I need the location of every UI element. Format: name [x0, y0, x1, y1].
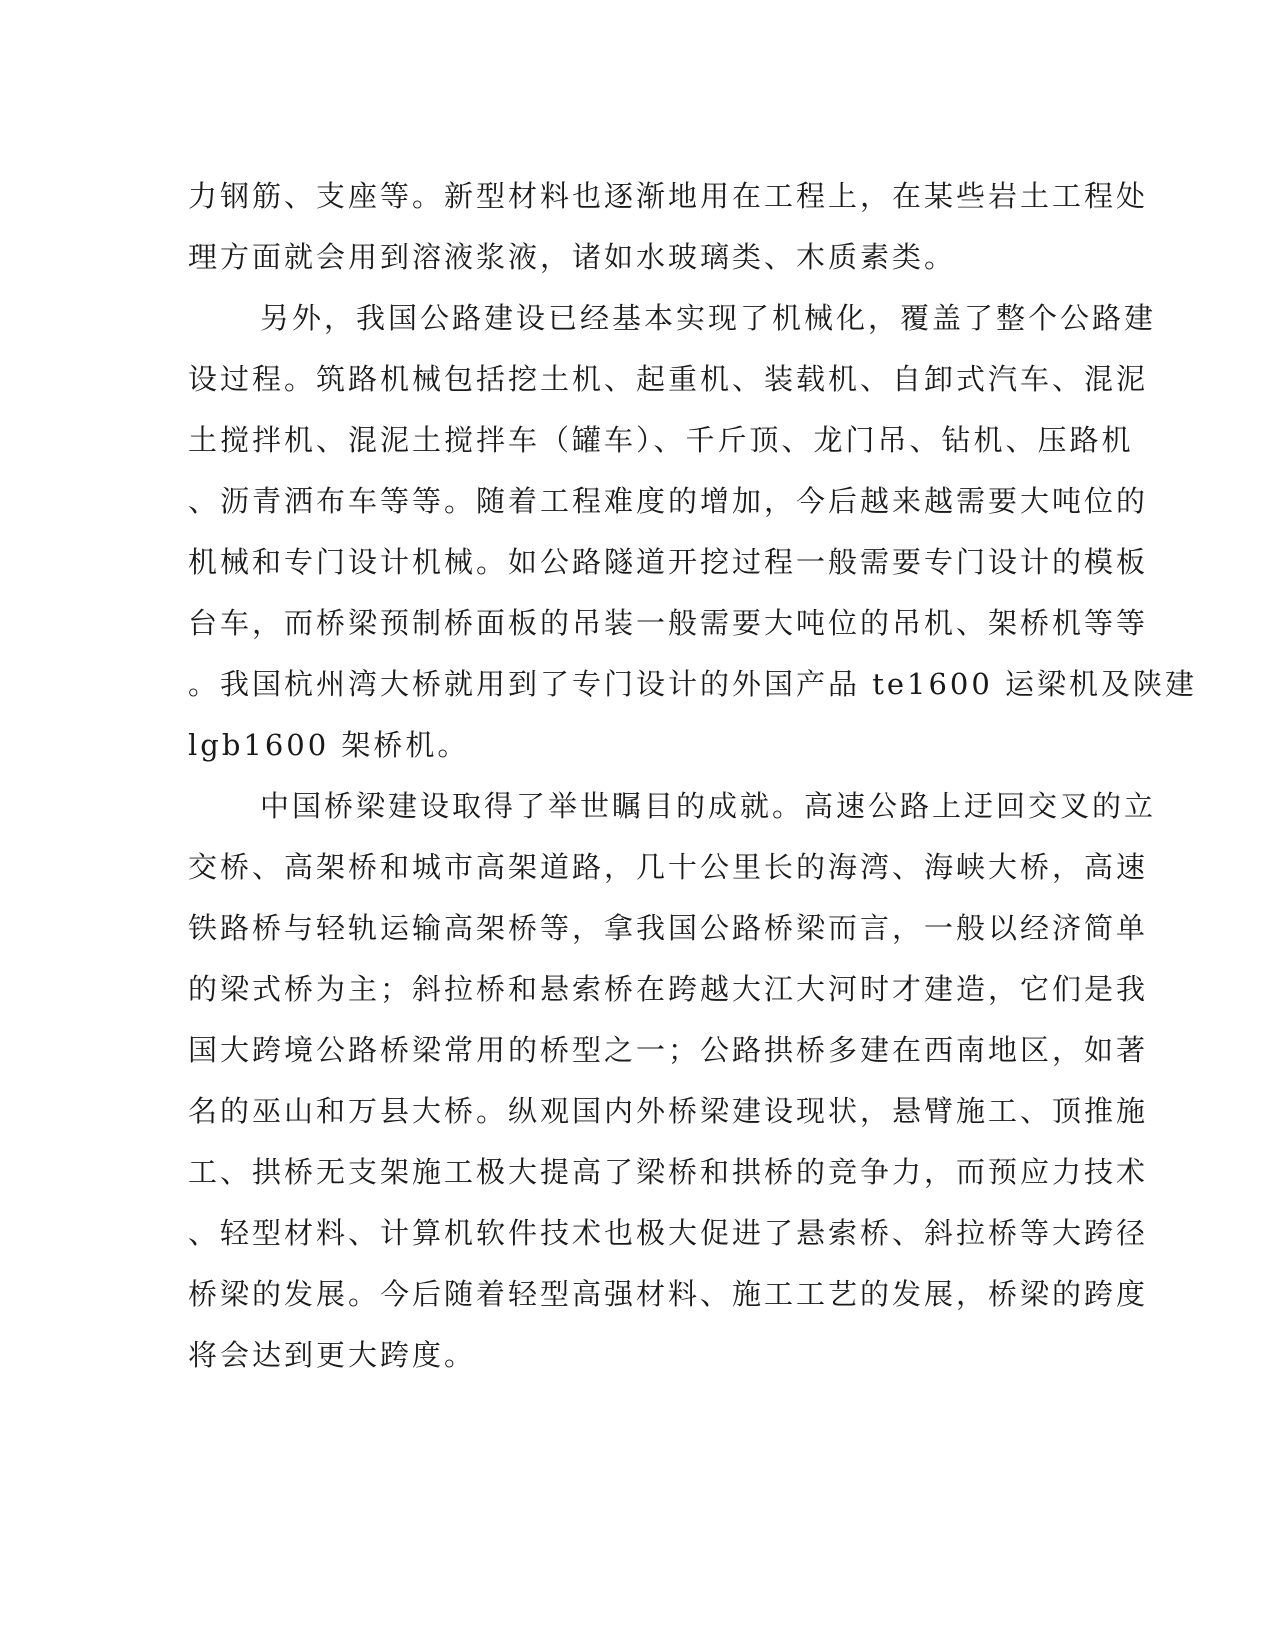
body-text [188, 166, 1198, 1386]
text-line: 铁路桥与轻轨运输高架桥等，拿我国公路桥梁而言，一般以经济简单 [188, 911, 1149, 945]
text-line: 、沥青洒布车等等。随着工程难度的增加，今后越来越需要大吨位的 [188, 484, 1149, 518]
text-line: 理方面就会用到溶液浆液，诸如水玻璃类、木质素类。 [188, 240, 957, 274]
text-line: 的梁式桥为主；斜拉桥和悬索桥在跨越大江大河时才建造，它们是我 [188, 972, 1149, 1006]
text-line: 工、拱桥无支架施工极大提高了梁桥和拱桥的竞争力，而预应力技术 [188, 1155, 1149, 1189]
text-line: 桥梁的发展。今后随着轻型高强材料、施工工艺的发展，桥梁的跨度 [188, 1277, 1149, 1311]
text-line: 中国桥梁建设取得了举世瞩目的成就。高速公路上迂回交叉的立 [260, 789, 1157, 823]
text-line: lgb1600 架桥机。 [188, 728, 470, 762]
text-line: 。我国杭州湾大桥就用到了专门设计的外国产品 te1600 运梁机及陕建 [188, 667, 1198, 701]
paragraph-materials [188, 166, 1149, 288]
text-line: 交桥、高架桥和城市高架道路，几十公里长的海湾、海峡大桥，高速 [188, 850, 1149, 884]
text-line: 力钢筋、支座等。新型材料也逐渐地用在工程上，在某些岩土工程处 [188, 179, 1149, 213]
text-line: 土搅拌机、混泥土搅拌车（罐车）、千斤顶、龙门吊、钻机、压路机 [188, 423, 1134, 457]
text-line: 将会达到更大跨度。 [188, 1338, 477, 1372]
text-line: 设过程。筑路机械包括挖土机、起重机、装载机、自卸式汽车、混泥 [188, 362, 1149, 396]
text-line: 另外，我国公路建设已经基本实现了机械化，覆盖了整个公路建 [260, 301, 1157, 335]
paragraph-machinery [188, 288, 1198, 776]
text-line: 、轻型材料、计算机软件技术也极大促进了悬索桥、斜拉桥等大跨径 [188, 1216, 1149, 1250]
text-line: 名的巫山和万县大桥。纵观国内外桥梁建设现状，悬臂施工、顶推施 [188, 1094, 1149, 1128]
paragraph-bridges [188, 776, 1157, 1386]
text-line: 台车，而桥梁预制桥面板的吊装一般需要大吨位的吊机、架桥机等等 [188, 606, 1149, 640]
text-line: 机械和专门设计机械。如公路隧道开挖过程一般需要专门设计的模板 [188, 545, 1149, 579]
text-line: 国大跨境公路桥梁常用的桥型之一；公路拱桥多建在西南地区，如著 [188, 1033, 1149, 1067]
